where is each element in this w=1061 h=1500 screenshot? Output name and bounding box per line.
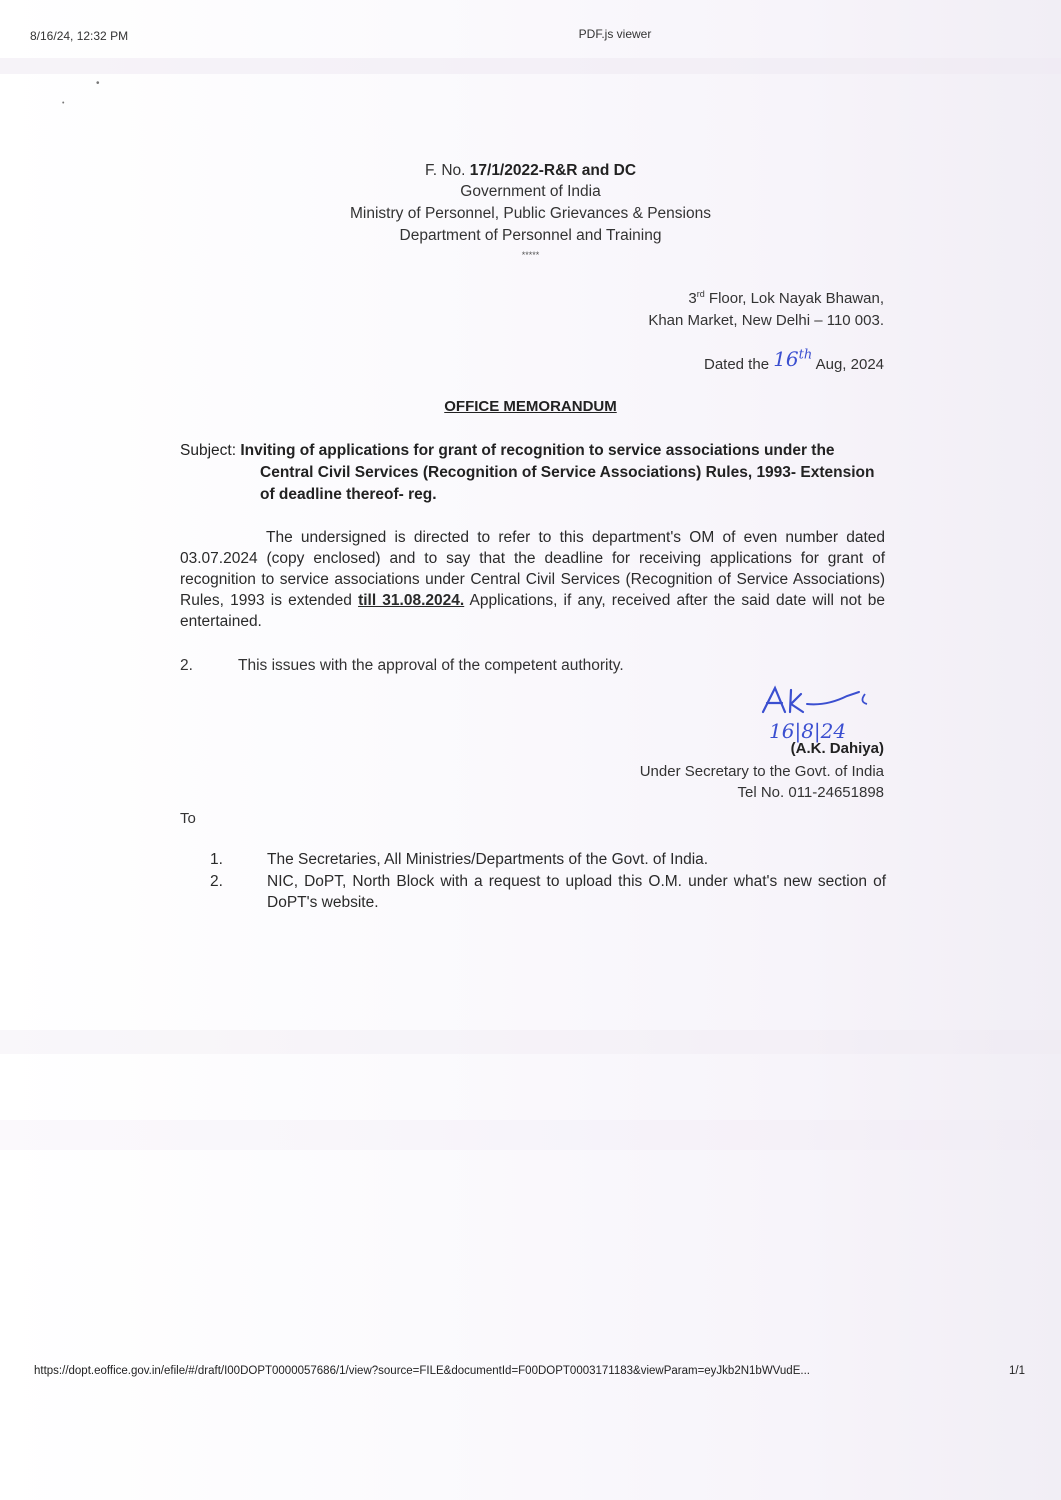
memo-title: OFFICE MEMORANDUM [444, 398, 617, 415]
scan-speck: • [96, 78, 100, 89]
memo-paragraph-1 [180, 527, 885, 632]
print-footer-url: https://dopt.eoffice.gov.in/efile/#/draft/I00DOPT0000057686/1/view?source=FILE&documentId=F00DOPT0003171183&viewParam=eyJkb2N1bWVudE... [34, 1365, 810, 1377]
paragraph-1-deadline: till 31.08.2024. [358, 592, 465, 609]
signatory-designation: Under Secretary to the Govt. of India [639, 763, 884, 780]
print-footer-page: 1/1 [1009, 1365, 1025, 1377]
floor-superscript: rd [696, 289, 705, 299]
handwritten-signature [755, 682, 895, 744]
file-prefix: F. No. [424, 162, 470, 179]
to-label: To [180, 810, 196, 827]
paragraph-1-text: The undersigned is directed to refer to this department's OM of even number dated 03.07.2024 (copy enclosed) and to say that the deadline for receiving applications for grant of recognition to service associations under Central Civil Services (Recognition of Service Associations) Rules, 1993 is extended [180, 529, 885, 609]
scan-artifact-band [0, 1030, 1061, 1054]
distribution-item [210, 849, 886, 870]
handwritten-day [773, 347, 812, 371]
signature-date: 16|8|24 [769, 719, 847, 743]
signatory-phone: Tel No. 011-24651898 [737, 784, 884, 801]
signatory-name: (A.K. Dahiya) [790, 740, 884, 757]
print-title: PDF.js viewer [578, 27, 652, 41]
distribution-item-number: 1. [210, 851, 223, 868]
dated-suffix: Aug, 2024 [812, 356, 884, 373]
scan-artifact-band [0, 58, 1061, 74]
paragraph-2-text: This issues with the approval of the competent authority. [238, 657, 624, 674]
dated-prefix: Dated the [703, 356, 774, 373]
subject-label: Subject: [180, 442, 241, 459]
letterhead-stars: ***** [521, 250, 540, 260]
dated-line [703, 347, 884, 374]
scan-speck: • [62, 100, 65, 107]
memo-subject [180, 440, 885, 506]
subject-text: Inviting of applications for grant of recognition to service associations under the Central Civil Services (Recognition of Service Associations) Rules, 1993- Extension of deadline thereof- reg. [240, 442, 875, 503]
distribution-item-number: 2. [210, 873, 223, 890]
file-number: 17/1/2022-R&R and DC [469, 162, 637, 179]
file-number-line [0, 160, 1061, 182]
handwritten-day-number: 16 [773, 347, 799, 371]
handwritten-day-sup: th [798, 347, 813, 363]
scan-artifact-band [0, 1120, 1061, 1150]
paragraph-2-number: 2. [180, 657, 193, 674]
address-line-1 [688, 289, 884, 307]
print-datetime: 8/16/24, 12:32 PM [30, 29, 129, 43]
distribution-item-text: The Secretaries, All Ministries/Departments of the Govt. of India. [267, 851, 709, 868]
address-line-2: Khan Market, New Delhi – 110 003. [648, 312, 884, 329]
letterhead-govt: Government of India [460, 183, 601, 200]
distribution-item-text: NIC, DoPT, North Block with a request to upload this O.M. under what's new section of DoPT's website. [267, 873, 886, 911]
address-line-1-rest: Floor, Lok Nayak Bhawan, [704, 290, 884, 307]
distribution-item [210, 871, 886, 913]
letterhead-ministry: Ministry of Personnel, Public Grievances & Pensions [350, 205, 711, 222]
floor-number: 3 [688, 290, 697, 307]
letterhead-department: Department of Personnel and Training [399, 227, 662, 244]
paragraph-1-tail: Applications, if any, received after the said date will not be entertained. [180, 592, 886, 630]
